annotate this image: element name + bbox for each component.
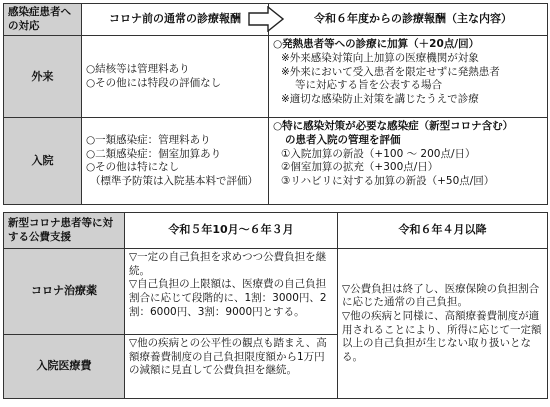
row-label: 入院: [31, 154, 54, 168]
after-cell: [269, 118, 548, 205]
after-text: ③リハビリに対する加算の新設（+50点/回）: [281, 174, 495, 187]
before-text: ○結核等は管理料あり: [86, 63, 190, 76]
public-support-table: [3, 212, 548, 399]
mid-text: ▽自己負担の上限額は、医療費の自己負担割合に応じて段階的に、1割：3000円、2割：6000円、3割：9000円とする。: [129, 278, 327, 318]
before-text: ○一類感染症：管理料あり: [86, 134, 211, 146]
mid-text: ▽他の疾病との公平性の観点も踏まえ、高額療養費制度の自己負担限度額から1万円の減額に見直して公費負担を継続。: [129, 337, 327, 377]
right-arrow-icon: [248, 6, 284, 32]
row-label-cell: [4, 335, 125, 399]
col1-header: 新型コロナ患者等に対する公費支援: [8, 216, 113, 243]
col3-header: 令和６年４月以降: [398, 223, 487, 237]
after-text: ②個室加算の拡充（+300点/日）: [281, 161, 439, 174]
col2-header: コロナ前の通常の診療報酬: [109, 12, 241, 26]
table-row: [4, 249, 548, 335]
right-cell: [338, 249, 548, 399]
medical-fee-table: [3, 3, 548, 205]
row-label: コロナ治療薬: [31, 284, 97, 298]
before-cell: [82, 36, 269, 118]
before-cell: [82, 118, 269, 205]
after-text: ○特に感染対策が必要な感染症（新型コロナ含む）: [273, 120, 514, 133]
col3-header: 令和６年度からの診療報酬（主な内容）: [314, 12, 512, 26]
row-label: 入院医療費: [36, 359, 92, 373]
reiwa6-header: [269, 4, 548, 36]
mid-cell: [125, 249, 338, 335]
before-text: ○その他は特になし: [86, 161, 180, 174]
after-text: 等に対応する旨を公表する場合: [295, 79, 442, 92]
col2-header: 令和５年10月～６年３月: [168, 223, 294, 237]
right-text: ▽公費負担は終了し、医療保険の負担割合に応じた通常の自己負担。: [342, 282, 540, 309]
col1-header: 感染症患者への対応: [8, 6, 71, 32]
before-text: ○二類感染症：個室加算あり: [86, 147, 222, 160]
table-corner-header: [4, 213, 125, 249]
after-cell: [269, 36, 548, 118]
table-row: [4, 36, 548, 118]
mid-cell: [125, 335, 338, 399]
after-text: ○発熱患者等への診療に加算（＋20点/回）: [273, 38, 480, 51]
before-text: ○その他には特段の評価なし: [86, 76, 222, 89]
before-text: （標準予防策は入院基本料で評価）: [90, 174, 258, 187]
mid-text: ▽一定の自己負担を求めつつ公費負担を継続。: [129, 251, 327, 277]
after-text: の患者入院の管理を評価: [285, 133, 401, 146]
row-label-cell: [4, 249, 125, 335]
row-label-cell: [4, 118, 82, 205]
period-header: [125, 213, 338, 249]
before-covid-header: [82, 4, 269, 36]
right-text: ▽他の疾病と同様に、高額療養費制度が適用されることにより、所得に応じて一定額以上の自己負担が生じない取り扱いとなる。: [342, 309, 542, 363]
after-text: ※外来感染対策向上加算の医療機関が対象: [281, 51, 479, 64]
row-label-cell: [4, 36, 82, 118]
after-text: ※外来において受入患者を限定せずに発熱患者: [281, 65, 500, 78]
after-april-header: [338, 213, 548, 249]
row-label: 外来: [31, 69, 54, 83]
after-text: ※適切な感染防止対策を講じたうえで診療: [281, 92, 479, 105]
after-text: ①入院加算の新設（+100 ～ 200点/日）: [281, 147, 476, 160]
table-row: [4, 118, 548, 205]
table-corner-header: [4, 4, 82, 36]
